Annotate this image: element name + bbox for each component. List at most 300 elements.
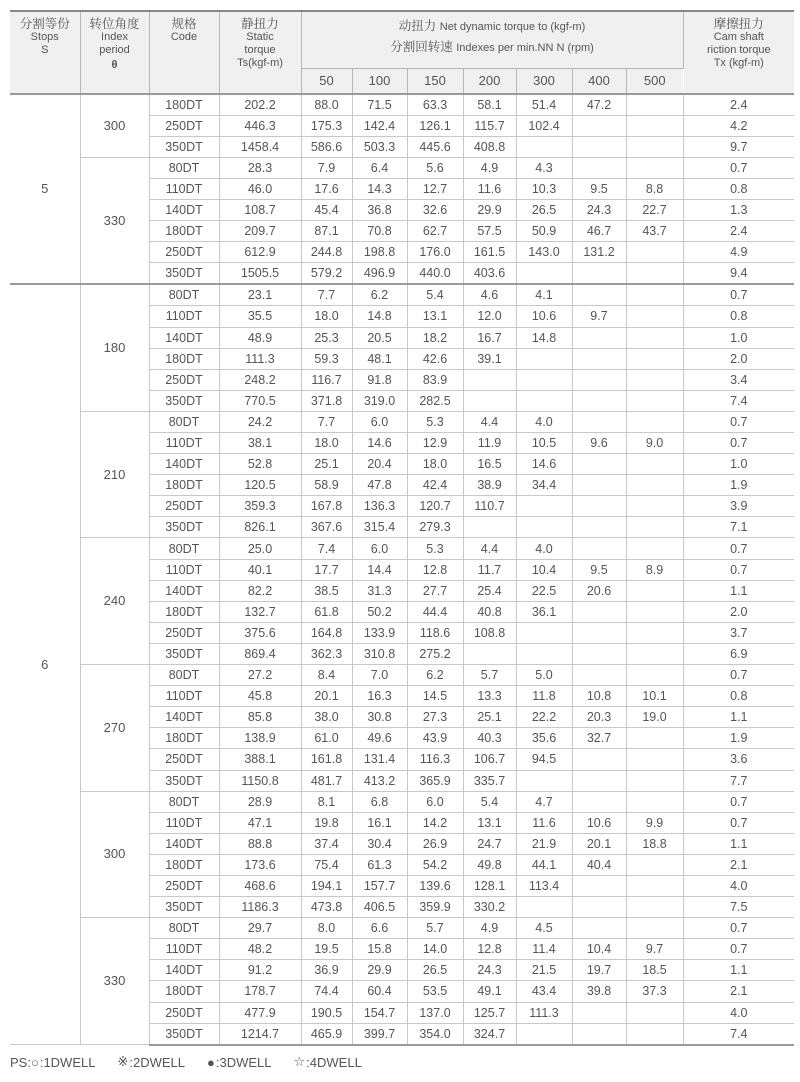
- code-cell: 80DT: [149, 157, 219, 178]
- static-torque-cell: 120.5: [219, 475, 301, 496]
- header-speed: 100: [352, 68, 407, 94]
- dynamic-torque-cell: 4.4: [463, 411, 516, 432]
- dynamic-torque-cell: 4.0: [516, 538, 572, 559]
- dynamic-torque-cell: 275.2: [407, 643, 463, 664]
- torque-spec-table: [10, 10, 794, 1046]
- dynamic-torque-cell: 12.8: [463, 939, 516, 960]
- dynamic-torque-cell: [626, 390, 683, 411]
- dynamic-torque-cell: 40.4: [572, 854, 626, 875]
- dynamic-torque-cell: 13.1: [407, 306, 463, 327]
- header-dynamic-line2: [302, 39, 683, 56]
- dynamic-torque-cell: 116.3: [407, 749, 463, 770]
- dynamic-torque-cell: 4.5: [516, 918, 572, 939]
- code-cell: 180DT: [149, 94, 219, 116]
- dynamic-torque-cell: 9.5: [572, 178, 626, 199]
- dynamic-torque-cell: 8.9: [626, 559, 683, 580]
- dynamic-torque-cell: 116.7: [301, 369, 352, 390]
- dynamic-torque-cell: 14.6: [516, 454, 572, 475]
- dynamic-torque-cell: 14.6: [352, 433, 407, 454]
- legend-item-4dwell: [294, 1054, 362, 1070]
- dynamic-torque-cell: 26.9: [407, 833, 463, 854]
- friction-torque-cell: 0.8: [683, 686, 794, 707]
- code-cell: 110DT: [149, 178, 219, 199]
- header-dynamic-line1: [302, 18, 683, 35]
- dynamic-torque-cell: [572, 496, 626, 517]
- code-cell: 140DT: [149, 199, 219, 220]
- dynamic-torque-cell: 6.8: [352, 791, 407, 812]
- index-period-cell: 210: [80, 411, 149, 538]
- code-cell: 110DT: [149, 686, 219, 707]
- dynamic-torque-cell: 87.1: [301, 221, 352, 242]
- dynamic-torque-cell: 4.9: [463, 918, 516, 939]
- dynamic-torque-cell: 16.1: [352, 812, 407, 833]
- dynamic-torque-cell: 481.7: [301, 770, 352, 791]
- dynamic-torque-cell: 13.1: [463, 812, 516, 833]
- dynamic-torque-cell: 30.8: [352, 707, 407, 728]
- friction-torque-cell: 3.9: [683, 496, 794, 517]
- dynamic-torque-cell: 40.8: [463, 601, 516, 622]
- dynamic-torque-cell: 42.4: [407, 475, 463, 496]
- dynamic-torque-cell: 38.0: [301, 707, 352, 728]
- static-torque-cell: 88.8: [219, 833, 301, 854]
- code-cell: 180DT: [149, 221, 219, 242]
- star-outline-icon: ☆: [293, 1054, 306, 1069]
- header-speed: 50: [301, 68, 352, 94]
- static-torque-cell: 375.6: [219, 622, 301, 643]
- friction-torque-cell: 7.7: [683, 770, 794, 791]
- friction-torque-cell: 9.4: [683, 263, 794, 285]
- dynamic-torque-cell: 14.5: [407, 686, 463, 707]
- dynamic-torque-cell: [516, 348, 572, 369]
- dynamic-torque-cell: [516, 369, 572, 390]
- legend-item-2dwell: [117, 1054, 185, 1070]
- header-dynamic-torque: [301, 11, 683, 68]
- dynamic-torque-cell: 579.2: [301, 263, 352, 285]
- dynamic-torque-cell: 6.0: [352, 411, 407, 432]
- dynamic-torque-cell: 4.6: [463, 284, 516, 306]
- header-static-torque: [219, 11, 301, 94]
- dynamic-torque-cell: 21.9: [516, 833, 572, 854]
- dynamic-torque-cell: [516, 897, 572, 918]
- index-period-cell: 300: [80, 94, 149, 158]
- dynamic-torque-cell: 120.7: [407, 496, 463, 517]
- dynamic-torque-cell: 53.5: [407, 981, 463, 1002]
- dynamic-torque-cell: 445.6: [407, 136, 463, 157]
- dynamic-torque-cell: 102.4: [516, 115, 572, 136]
- dynamic-torque-cell: 164.8: [301, 622, 352, 643]
- friction-torque-cell: 1.9: [683, 728, 794, 749]
- dynamic-torque-cell: 47.2: [572, 94, 626, 116]
- dynamic-torque-cell: 6.2: [352, 284, 407, 306]
- static-torque-cell: 40.1: [219, 559, 301, 580]
- dynamic-torque-cell: [572, 157, 626, 178]
- static-torque-cell: 248.2: [219, 369, 301, 390]
- friction-torque-cell: 4.0: [683, 875, 794, 896]
- dynamic-torque-cell: 330.2: [463, 897, 516, 918]
- dynamic-torque-cell: 15.8: [352, 939, 407, 960]
- dynamic-torque-cell: 60.4: [352, 981, 407, 1002]
- dynamic-torque-cell: [516, 136, 572, 157]
- legend-item-3dwell: [207, 1055, 272, 1070]
- friction-torque-cell: 2.1: [683, 981, 794, 1002]
- friction-torque-cell: 0.7: [683, 918, 794, 939]
- dynamic-torque-cell: [626, 538, 683, 559]
- header-period-en1: Index: [101, 31, 128, 43]
- dynamic-torque-cell: 8.1: [301, 791, 352, 812]
- dynamic-torque-cell: 319.0: [352, 390, 407, 411]
- dynamic-torque-cell: 24.3: [572, 199, 626, 220]
- table-row: [10, 284, 794, 306]
- dynamic-torque-cell: 13.3: [463, 686, 516, 707]
- dynamic-torque-cell: 413.2: [352, 770, 407, 791]
- code-cell: 350DT: [149, 263, 219, 285]
- dynamic-torque-cell: 19.7: [572, 960, 626, 981]
- friction-torque-cell: 0.7: [683, 157, 794, 178]
- dynamic-torque-cell: 75.4: [301, 854, 352, 875]
- dynamic-torque-cell: 10.8: [572, 686, 626, 707]
- dynamic-torque-cell: 8.4: [301, 665, 352, 686]
- dynamic-torque-cell: [572, 665, 626, 686]
- code-cell: 80DT: [149, 538, 219, 559]
- code-cell: 180DT: [149, 728, 219, 749]
- dynamic-torque-cell: 34.4: [516, 475, 572, 496]
- static-torque-cell: 388.1: [219, 749, 301, 770]
- dynamic-torque-cell: [626, 918, 683, 939]
- friction-torque-cell: 0.7: [683, 665, 794, 686]
- dynamic-torque-cell: 10.4: [516, 559, 572, 580]
- friction-torque-cell: 7.4: [683, 1023, 794, 1045]
- dynamic-torque-cell: [626, 580, 683, 601]
- dynamic-torque-cell: 40.3: [463, 728, 516, 749]
- header-friction-unit: Tx (kgf-m): [713, 57, 764, 69]
- static-torque-cell: 52.8: [219, 454, 301, 475]
- friction-torque-cell: 2.0: [683, 348, 794, 369]
- dynamic-torque-cell: 10.1: [626, 686, 683, 707]
- dynamic-torque-cell: 26.5: [407, 960, 463, 981]
- dynamic-torque-cell: 12.7: [407, 178, 463, 199]
- dynamic-torque-cell: 11.6: [516, 812, 572, 833]
- dynamic-torque-cell: 7.9: [301, 157, 352, 178]
- dynamic-torque-cell: [572, 475, 626, 496]
- dynamic-torque-cell: 9.5: [572, 559, 626, 580]
- dynamic-torque-cell: 43.9: [407, 728, 463, 749]
- code-cell: 180DT: [149, 981, 219, 1002]
- dynamic-torque-cell: [626, 1002, 683, 1023]
- dynamic-torque-cell: 88.0: [301, 94, 352, 116]
- header-speed: 200: [463, 68, 516, 94]
- friction-torque-cell: 6.9: [683, 643, 794, 664]
- header-stops-en: Stops: [30, 31, 59, 43]
- header-friction-torque: [683, 11, 794, 94]
- code-cell: 140DT: [149, 707, 219, 728]
- legend-label: :2DWELL: [129, 1054, 186, 1070]
- dynamic-torque-cell: 108.8: [463, 622, 516, 643]
- header-friction-zh: 摩擦扭力: [713, 17, 764, 31]
- code-cell: 250DT: [149, 369, 219, 390]
- code-cell: 350DT: [149, 897, 219, 918]
- dynamic-torque-cell: 4.7: [516, 791, 572, 812]
- dynamic-torque-cell: 136.3: [352, 496, 407, 517]
- dynamic-torque-cell: 115.7: [463, 115, 516, 136]
- dynamic-torque-cell: 8.8: [626, 178, 683, 199]
- dynamic-torque-cell: [626, 348, 683, 369]
- stops-cell: 5: [10, 94, 80, 285]
- dynamic-torque-cell: 10.6: [516, 306, 572, 327]
- dynamic-torque-cell: 32.6: [407, 199, 463, 220]
- static-torque-cell: 45.8: [219, 686, 301, 707]
- dynamic-torque-cell: 324.7: [463, 1023, 516, 1045]
- dynamic-torque-cell: 44.1: [516, 854, 572, 875]
- static-torque-cell: 48.9: [219, 327, 301, 348]
- header-speed: 400: [572, 68, 626, 94]
- friction-torque-cell: 0.8: [683, 178, 794, 199]
- dynamic-torque-cell: 27.7: [407, 580, 463, 601]
- header-code: [149, 11, 219, 94]
- code-cell: 80DT: [149, 665, 219, 686]
- dynamic-torque-cell: 5.7: [407, 918, 463, 939]
- dynamic-torque-cell: 20.1: [301, 686, 352, 707]
- dynamic-torque-cell: [516, 263, 572, 285]
- dynamic-torque-cell: 9.7: [626, 939, 683, 960]
- dynamic-torque-cell: 16.7: [463, 327, 516, 348]
- dynamic-torque-cell: 61.0: [301, 728, 352, 749]
- friction-torque-cell: 9.7: [683, 136, 794, 157]
- table-row: [10, 791, 794, 812]
- dynamic-torque-cell: [572, 454, 626, 475]
- dynamic-torque-cell: 18.2: [407, 327, 463, 348]
- dynamic-torque-cell: 63.3: [407, 94, 463, 116]
- static-torque-cell: 1505.5: [219, 263, 301, 285]
- dynamic-torque-cell: 58.9: [301, 475, 352, 496]
- dynamic-torque-cell: 367.6: [301, 517, 352, 538]
- dynamic-torque-cell: 6.6: [352, 918, 407, 939]
- dynamic-torque-cell: [516, 643, 572, 664]
- header-static-en2: torque: [244, 44, 276, 56]
- header-speed: 500: [626, 68, 683, 94]
- dynamic-torque-cell: 19.0: [626, 707, 683, 728]
- table-body: [10, 94, 794, 1045]
- static-torque-cell: 46.0: [219, 178, 301, 199]
- dynamic-torque-cell: [626, 411, 683, 432]
- header-period-en2: period: [99, 44, 130, 56]
- code-cell: 140DT: [149, 580, 219, 601]
- dynamic-torque-cell: [572, 622, 626, 643]
- dynamic-torque-cell: 5.0: [516, 665, 572, 686]
- index-period-cell: 240: [80, 538, 149, 665]
- friction-torque-cell: 1.1: [683, 580, 794, 601]
- dynamic-torque-cell: 46.7: [572, 221, 626, 242]
- header-friction-en1: Cam shaft: [713, 31, 764, 43]
- dynamic-torque-cell: 12.8: [407, 559, 463, 580]
- dynamic-torque-cell: 30.4: [352, 833, 407, 854]
- dynamic-torque-cell: 244.8: [301, 242, 352, 263]
- dynamic-torque-cell: [626, 854, 683, 875]
- dynamic-torque-cell: 365.9: [407, 770, 463, 791]
- table-row: [10, 538, 794, 559]
- static-torque-cell: 612.9: [219, 242, 301, 263]
- header-stops-zh: 分割等份: [19, 17, 70, 31]
- dynamic-torque-cell: 18.5: [626, 960, 683, 981]
- friction-torque-cell: 7.4: [683, 390, 794, 411]
- dynamic-torque-cell: 7.4: [301, 538, 352, 559]
- dynamic-torque-cell: [572, 369, 626, 390]
- dynamic-torque-cell: [516, 770, 572, 791]
- dynamic-torque-cell: 62.7: [407, 221, 463, 242]
- legend-item-1dwell: [31, 1055, 96, 1070]
- code-cell: 80DT: [149, 791, 219, 812]
- dynamic-torque-cell: 14.2: [407, 812, 463, 833]
- dynamic-torque-cell: 22.2: [516, 707, 572, 728]
- friction-torque-cell: 1.1: [683, 833, 794, 854]
- dynamic-torque-cell: 359.9: [407, 897, 463, 918]
- static-torque-cell: 869.4: [219, 643, 301, 664]
- static-torque-cell: 27.2: [219, 665, 301, 686]
- dynamic-torque-cell: 59.3: [301, 348, 352, 369]
- dynamic-torque-cell: 17.6: [301, 178, 352, 199]
- header-period-symbol: θ: [111, 59, 118, 71]
- dynamic-torque-cell: [572, 263, 626, 285]
- header-code-zh: 规格: [171, 17, 197, 31]
- dynamic-torque-cell: 282.5: [407, 390, 463, 411]
- dynamic-torque-cell: [572, 411, 626, 432]
- dynamic-torque-cell: 7.0: [352, 665, 407, 686]
- static-torque-cell: 1214.7: [219, 1023, 301, 1045]
- code-cell: 180DT: [149, 854, 219, 875]
- code-cell: 250DT: [149, 875, 219, 896]
- dynamic-torque-cell: 61.3: [352, 854, 407, 875]
- dynamic-torque-cell: [626, 665, 683, 686]
- dynamic-torque-cell: 54.2: [407, 854, 463, 875]
- code-cell: 350DT: [149, 390, 219, 411]
- dynamic-torque-cell: [516, 622, 572, 643]
- dynamic-torque-cell: 47.8: [352, 475, 407, 496]
- dynamic-torque-cell: 362.3: [301, 643, 352, 664]
- dynamic-torque-cell: 440.0: [407, 263, 463, 285]
- friction-torque-cell: 2.4: [683, 221, 794, 242]
- dynamic-torque-cell: [626, 284, 683, 306]
- dynamic-torque-cell: 503.3: [352, 136, 407, 157]
- header-stops: [10, 11, 80, 94]
- dynamic-torque-cell: 43.4: [516, 981, 572, 1002]
- dynamic-torque-cell: 25.3: [301, 327, 352, 348]
- dynamic-torque-cell: 371.8: [301, 390, 352, 411]
- friction-torque-cell: 1.0: [683, 327, 794, 348]
- dynamic-torque-cell: [626, 115, 683, 136]
- static-torque-cell: 138.9: [219, 728, 301, 749]
- dynamic-torque-cell: 19.8: [301, 812, 352, 833]
- dynamic-torque-cell: [516, 517, 572, 538]
- static-torque-cell: 178.7: [219, 981, 301, 1002]
- index-period-cell: 300: [80, 791, 149, 918]
- friction-torque-cell: 7.1: [683, 517, 794, 538]
- dynamic-torque-cell: 5.3: [407, 538, 463, 559]
- dynamic-torque-cell: 16.5: [463, 454, 516, 475]
- static-torque-cell: 108.7: [219, 199, 301, 220]
- static-torque-cell: 38.1: [219, 433, 301, 454]
- static-torque-cell: 82.2: [219, 580, 301, 601]
- dynamic-torque-cell: 70.8: [352, 221, 407, 242]
- code-cell: 350DT: [149, 517, 219, 538]
- dynamic-torque-cell: 4.4: [463, 538, 516, 559]
- dynamic-torque-cell: 137.0: [407, 1002, 463, 1023]
- dynamic-torque-cell: 14.3: [352, 178, 407, 199]
- dynamic-torque-cell: 4.9: [463, 157, 516, 178]
- dynamic-torque-cell: 29.9: [463, 199, 516, 220]
- header-code-en: Code: [170, 31, 198, 43]
- header-index-period: [80, 11, 149, 94]
- dynamic-torque-cell: 4.0: [516, 411, 572, 432]
- dynamic-torque-cell: [572, 538, 626, 559]
- friction-torque-cell: 4.9: [683, 242, 794, 263]
- code-cell: 180DT: [149, 475, 219, 496]
- legend-label: :3DWELL: [215, 1054, 272, 1070]
- legend-label: :4DWELL: [306, 1054, 362, 1070]
- dynamic-torque-cell: [626, 897, 683, 918]
- code-cell: 250DT: [149, 242, 219, 263]
- dynamic-torque-cell: [572, 1002, 626, 1023]
- dynamic-torque-cell: 7.7: [301, 411, 352, 432]
- dynamic-torque-cell: 48.1: [352, 348, 407, 369]
- dynamic-torque-cell: 315.4: [352, 517, 407, 538]
- static-torque-cell: 209.7: [219, 221, 301, 242]
- dynamic-torque-cell: 5.4: [407, 284, 463, 306]
- code-cell: 250DT: [149, 622, 219, 643]
- dynamic-torque-cell: 57.5: [463, 221, 516, 242]
- index-period-cell: 330: [80, 918, 149, 1045]
- friction-torque-cell: 2.4: [683, 94, 794, 116]
- dynamic-torque-cell: 26.5: [516, 199, 572, 220]
- dynamic-torque-cell: 37.3: [626, 981, 683, 1002]
- index-period-cell: 330: [80, 157, 149, 284]
- dynamic-torque-cell: 6.2: [407, 665, 463, 686]
- header-static-unit: Ts(kgf-m): [237, 57, 283, 69]
- static-torque-cell: 91.2: [219, 960, 301, 981]
- friction-torque-cell: 2.0: [683, 601, 794, 622]
- static-torque-cell: 28.9: [219, 791, 301, 812]
- friction-torque-cell: 1.9: [683, 475, 794, 496]
- dynamic-torque-cell: 14.4: [352, 559, 407, 580]
- dynamic-torque-cell: 161.5: [463, 242, 516, 263]
- dynamic-torque-cell: 9.9: [626, 812, 683, 833]
- dynamic-torque-cell: 24.3: [463, 960, 516, 981]
- code-cell: 250DT: [149, 496, 219, 517]
- header-dynamic-zh1: 动扭力: [398, 19, 437, 33]
- dynamic-torque-cell: 18.0: [301, 433, 352, 454]
- header-period-zh: 转位角度: [89, 17, 140, 31]
- dynamic-torque-cell: 20.6: [572, 580, 626, 601]
- static-torque-cell: 35.5: [219, 306, 301, 327]
- dynamic-torque-cell: 35.6: [516, 728, 572, 749]
- dynamic-torque-cell: [626, 136, 683, 157]
- dynamic-torque-cell: 18.0: [301, 306, 352, 327]
- dynamic-torque-cell: [463, 517, 516, 538]
- dynamic-torque-cell: [572, 517, 626, 538]
- dynamic-torque-cell: 5.3: [407, 411, 463, 432]
- friction-torque-cell: 0.7: [683, 433, 794, 454]
- legend-label: :1DWELL: [39, 1054, 96, 1070]
- code-cell: 350DT: [149, 770, 219, 791]
- dynamic-torque-cell: 176.0: [407, 242, 463, 263]
- dynamic-torque-cell: 10.4: [572, 939, 626, 960]
- code-cell: 80DT: [149, 284, 219, 306]
- dynamic-torque-cell: [572, 875, 626, 896]
- dynamic-torque-cell: 11.7: [463, 559, 516, 580]
- dynamic-torque-cell: 139.6: [407, 875, 463, 896]
- dynamic-torque-cell: 128.1: [463, 875, 516, 896]
- stops-cell: 6: [10, 284, 80, 1044]
- dynamic-torque-cell: 125.7: [463, 1002, 516, 1023]
- dynamic-torque-cell: 36.9: [301, 960, 352, 981]
